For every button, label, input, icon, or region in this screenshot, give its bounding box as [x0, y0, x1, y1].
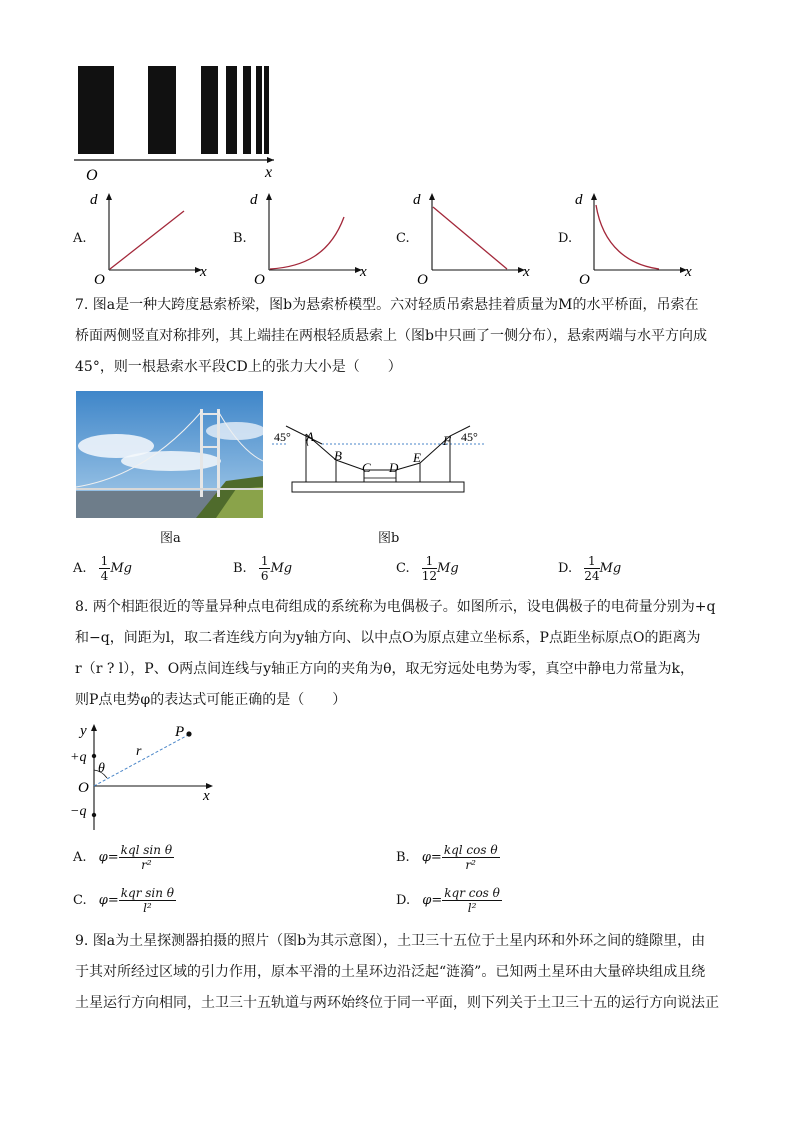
curve-rising-convex — [270, 217, 344, 269]
r-line — [94, 735, 188, 786]
q8-option-b: B. φ= $\frac{\text{kql cos θ}}{\text{r²}}$ — [396, 843, 498, 872]
svg-text:x: x — [200, 264, 207, 280]
q8-option-d: D. φ= $\frac{\text{kqr cos θ}}{\text{l²}}$ — [396, 886, 500, 915]
svg-text:F: F — [443, 433, 451, 448]
svg-text:B: B — [334, 448, 342, 463]
origin-label: O — [86, 167, 98, 184]
q8-line-2: 和−q，间距为l，取二者连线方向为y轴方向、以中点O为原点建立坐标系，P点距坐标原点O的距离为 — [75, 630, 701, 646]
q6-graph-b — [248, 185, 378, 285]
q8-text — [75, 592, 725, 716]
q6-graph-d — [573, 185, 703, 285]
svg-text:C: C — [362, 460, 371, 475]
q6-option-b-letter: B. — [233, 231, 247, 246]
q7-option-c: C. $\frac{1}{12}$ Mg — [396, 554, 459, 583]
q8-option-a: A. φ= $\frac{\text{kql sin θ}}{\text{r²}}$ — [73, 843, 173, 872]
svg-text:r: r — [136, 744, 142, 759]
q8-line-4: 则P点电势φ的表达式可能正确的是（ ） — [75, 692, 347, 708]
x-axis-arrow — [267, 157, 274, 163]
svg-text:x: x — [685, 264, 692, 280]
svg-text:d: d — [575, 192, 583, 208]
q8-line-1: 8. 两个相距很近的等量异种点电荷组成的系统称为电偶极子。如图所示，设电偶极子的电荷量分别为+q — [75, 599, 716, 615]
svg-text:O: O — [579, 272, 590, 285]
deck — [292, 482, 464, 492]
svg-text:A: A — [306, 429, 314, 444]
svg-text:θ: θ — [98, 761, 105, 776]
svg-text:d: d — [90, 192, 98, 208]
q6-graph-a — [88, 185, 218, 285]
q8-line-3: r（r ? l），P、O两点间连线与y轴正方向的夹角为θ，取无穷远处电势为零，真空中静电力常量为k， — [75, 661, 694, 677]
negative-charge — [92, 813, 96, 817]
q9-text — [75, 926, 725, 1019]
q7-option-a: A. $\frac{1}{4}$ Mg — [73, 554, 132, 583]
svg-text:−q: −q — [70, 804, 87, 819]
bar — [226, 66, 237, 154]
q6-option-c-letter: C. — [396, 231, 410, 246]
q7-option-d: D. $\frac{1}{24}$ Mg — [558, 554, 622, 583]
q9-line-3: 土星运行方向相同，土卫三十五轨道与两环始终位于同一平面，则下列关于土卫三十五的运行方向说法正 — [75, 995, 719, 1011]
q7-text — [75, 290, 725, 383]
svg-text:y: y — [80, 723, 87, 739]
q7-option-b: B. $\frac{1}{6}$ Mg — [233, 554, 293, 583]
svg-text:x: x — [523, 264, 530, 280]
q6-option-a-letter: A. — [73, 231, 87, 246]
q7-line-2: 桥面两侧竖直对称排列，其上端挂在两根轻质悬索上（图b中只画了一侧分布），悬索两端与水平方向成 — [75, 328, 707, 344]
svg-text:D: D — [389, 460, 399, 475]
svg-text:d: d — [413, 192, 421, 208]
q9-line-1: 9. 图a为土星探测器拍摄的照片（图b为其示意图），土卫三十五位于土星内环和外环之间的缝隙里，由 — [75, 933, 706, 949]
svg-text:x: x — [360, 264, 367, 280]
point-p — [186, 731, 191, 736]
svg-text:+q: +q — [70, 750, 87, 765]
svg-text:O: O — [417, 272, 428, 285]
fig-b-caption: 图b — [378, 531, 400, 546]
q6-option-d-letter: D. — [558, 231, 573, 246]
bar — [148, 66, 176, 154]
svg-text:O: O — [94, 272, 105, 285]
q9-line-2: 于其对所经过区域的引力作用，原本平滑的土星环边沿泛起“涟漪”。已知两土星环由大量碎块组成且绕 — [75, 964, 706, 980]
svg-text:O: O — [254, 272, 265, 285]
curve-decaying — [596, 205, 659, 269]
svg-text:P: P — [175, 724, 185, 740]
positive-charge — [92, 754, 96, 758]
bridge-model-diagram — [270, 420, 490, 500]
bar-pattern-figure — [70, 60, 290, 185]
curve-linear-decreasing — [433, 207, 507, 269]
bar — [243, 66, 251, 154]
axis-label: x — [265, 164, 273, 181]
svg-text:O: O — [78, 780, 89, 796]
dipole-diagram — [70, 718, 230, 838]
bar — [201, 66, 218, 154]
svg-text:d: d — [250, 192, 258, 208]
q6-graph-c — [411, 185, 541, 285]
q8-option-c: C. φ= $\frac{\text{kqr sin θ}}{\text{l²}}$ — [73, 886, 175, 915]
bar — [78, 66, 114, 154]
fig-a-caption: 图a — [160, 531, 181, 546]
bar — [264, 66, 269, 154]
q7-line-1: 7. 图a是一种大跨度悬索桥梁，图b为悬索桥模型。六对轻质吊索悬挂着质量为M的水平桥面，吊索在 — [75, 297, 699, 313]
svg-text:x: x — [203, 788, 210, 804]
curve-linear — [110, 211, 184, 269]
svg-text:45°: 45° — [274, 430, 291, 444]
q7-line-3: 45°，则一根悬索水平段CD上的张力大小是（ ） — [75, 359, 402, 375]
bridge-photo — [76, 391, 263, 518]
svg-text:45°: 45° — [461, 430, 478, 444]
bar — [256, 66, 262, 154]
svg-text:E: E — [413, 450, 421, 465]
